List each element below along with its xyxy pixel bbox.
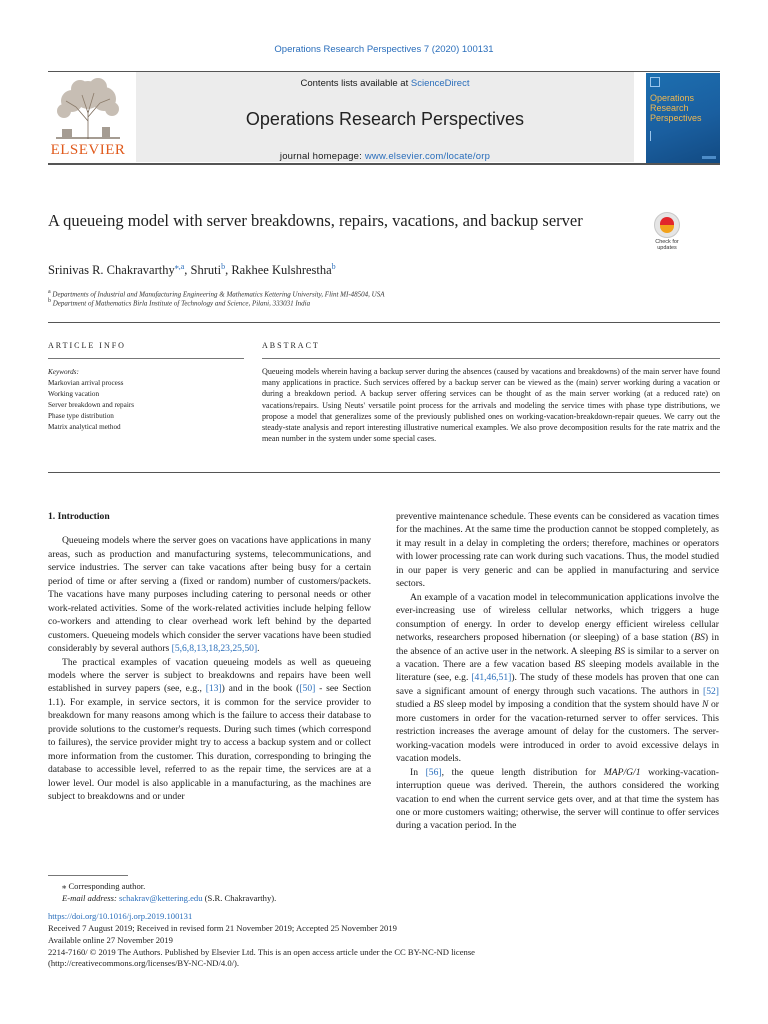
body-paragraph [396,591,719,766]
affiliation-a [48,289,385,298]
contents-availability [136,78,634,89]
model-notation: MAP/G/1 [603,766,641,778]
journal-masthead [48,71,720,165]
body-paragraph [396,510,719,591]
section-heading: 1. Introduction [48,511,110,522]
math-symbol: N [701,699,709,711]
journal-cover-image [646,73,720,163]
paragraph-text: In [410,766,426,778]
cover-emblem-icon [650,77,660,87]
paragraph-text: ) in the absence of an active user in the network. A sleeping [396,632,720,657]
cover-divider [650,131,651,141]
email-link[interactable]: schakrav@kettering.edu [118,892,203,903]
footnotes [48,881,720,970]
paragraph-text: The practical examples of vacation queueing models as well as queueing models where the server is subject to breakdowns and repairs have been well established in survey papers (see, e.g., [48,656,371,695]
paragraph-text: - see Section 1.1). For example, in service sectors, it is common for the service provider to breakdown for many reasons among which is the failure to access their database to provide solutions to the customer's requests. During such times (which correspond to failures), the service provider might try to access a backup system and or collect more information from the customer. This duration, corresponding to bringing the database to accessible level, referred to as the repair time, the services are at a lower level. Our model is also applicable in a manufacturing, as the machines are subject to breakdowns and or under [48,683,372,803]
doi-link[interactable]: https://doi.org/10.1016/j.orp.2019.100131 [48,911,193,922]
paragraph-text: sleep model by imposing a condition that the system should have [443,699,702,711]
paragraph-text: An example of a vacation model in telecommunication applications involve the ever-increasing use of wireless cellular networks, which triggers a huge consumption of energy. In order to develop energy efficient wireless cellular networks, researchers proposed hibernation (or sleeping) of a base station ( [396,591,719,644]
check-for-updates-badge[interactable] [648,212,686,252]
affiliation-text: Departments of Industrial and Manufacturing Engineering & Mathematics Kettering University, Flint MI-48504, USA [52,290,385,299]
affiliation-b [48,298,310,307]
received-dates: Received 7 August 2019; Received in revised form 21 November 2019; Accepted 25 November 2019 [48,923,397,934]
masthead-bottom-rule [48,163,720,165]
abbreviation: BS [433,699,444,711]
author-name: Srinivas R. Chakravarthy [48,263,175,278]
body-column-left [48,510,371,804]
license-note: 2214-7160/ © 2019 The Authors. Published by Elsevier Ltd. This is an open access article under the CC BY-NC-ND license [48,946,475,957]
paragraph-text: is similar to a server on a vacation. There are a few vacation based [396,645,719,670]
citation-link[interactable]: [50] [299,683,316,695]
paragraph-text: or more customers in order for the vacation-returned server to offer services. This restriction increases the average amount of delay for the customers. The server-working-vacation models were introduced in order to avoid excessive delays in vacation models. [396,699,720,765]
header-separator [48,322,720,323]
available-online-date: Available online 27 November 2019 [48,934,173,945]
corresponding-author-note: ⁎ Corresponding author. [62,881,146,891]
keyword-item: Matrix analytical method [48,422,121,431]
journal-reference[interactable]: Operations Research Perspectives 7 (2020) 100131 [274,44,494,55]
paragraph-text: studied a [396,699,434,711]
body-paragraph [48,656,371,804]
author-separator: , [225,263,232,278]
affiliation-mark: b [48,298,51,304]
keyword-item: Server breakdown and repairs [48,400,135,409]
citation-link[interactable]: [41,46,51] [471,672,512,684]
paragraph-text: ). The study of these models has proven that one can save a significant amount of energy through such vacations. The authors in [396,672,719,697]
paragraph-text: preventive maintenance schedule. These events can be considered as vacation times for the machines. At the same time the production cannot be stopped completely, as it may result in a delay in completing the orders; therefore, machines or operators with lower processing rate can work during such vacations. Thus, the model studied in our paper is very generic and can be applied in manufacturing and service sectors. [396,511,719,590]
keywords-list [48,367,244,432]
homepage-link[interactable]: www.elsevier.com/locate/orp [364,151,491,162]
abstract-bottom-rule [48,472,720,473]
paragraph-text: Queueing models where the server goes on vacations have applications in many areas, such as production and manufacturing systems, telecommunications, and service industries. The server can take vacations after being busy for a certain period of time or after serving a (fixed or random) number of customers/packets. The vacations have many purposes including catering to personal needs or other work-related activities. Some of the work-related activities include helping fellow co-workers and attending to clear overhead work left behind by the departed customers. Queueing models which consider the server vacations have been studied considerably by several authors [48,535,371,655]
author-name: Rakhee Kulshrestha [231,263,332,278]
sciencedirect-link[interactable]: ScienceDirect [410,78,470,89]
citation-link[interactable]: [5,6,8,13,18,23,25,50] [171,643,258,655]
body-paragraph [48,534,371,655]
crossmark-label: Check for updates [655,239,679,251]
paragraph-text: , the queue length distribution for [441,766,604,778]
keyword-item: Markovian arrival process [48,378,124,387]
email-label: E-mail address: [62,892,119,903]
paragraph-text: ) and in the book ( [221,683,300,695]
abstract-rule [262,358,720,359]
elsevier-wordmark: ELSEVIER [50,142,126,158]
keywords-label: Keywords: [48,368,79,376]
paragraph-text: working-vacation-interruption queue was derived. Therein, the authors considered the working vacation to end when the current service gets over, and at that time the system has one or more customers waiting; otherwise, the server will continue to offer services during a vacation period. In the [396,766,719,832]
email-note [48,893,720,905]
author-affiliation-mark[interactable]: ⁎,a [174,262,185,271]
keyword-item: Working vacation [48,389,100,398]
elsevier-tree-icon [54,77,122,141]
crossmark-icon [654,212,680,238]
email-suffix: (S.R. Chakravarthy). [202,892,277,903]
affiliation-mark: a [48,289,51,295]
journal-homepage [136,151,634,162]
license-url[interactable]: (http://creativecommons.org/licenses/BY-NC-ND/4.0/). [48,958,240,969]
abstract-heading: ABSTRACT [262,341,320,350]
citation-link[interactable]: [13] [205,683,222,695]
author-separator: , [184,263,191,278]
article-title: A queueing model with server breakdowns, repairs, vacations, and backup server [48,211,583,230]
article-info-heading: ARTICLE INFO [48,341,126,350]
abstract-text: Queueing models wherein having a backup server during the absences (caused by vacations and breakdowns) of the main server have found many applications in practice. Such services offered by a backup server can be viewed as the (main) server working during a vacation or during a breakdown period. A backup server offering services can be thought of as the main server working (at a reduced rate) on vacations/repairs. Using Neuts' versatile point process for the arrivals and modeling the service times with phase type distributions, we propose a model that generalizes some of the previously published ones on working-vacation-breakdown-repair queues. We carry out the steady-state analysis and report interesting illustrative numerical examples. We also prove decomposition results for the rate matrix and the mean number in the system under some special cases. [262,367,720,444]
article-info-rule [48,358,244,359]
author-name: Shruti [190,263,222,278]
journal-name: Operations Research Perspectives [245,109,525,129]
cover-title: Operations Research Perspectives [650,93,702,123]
elsevier-logo [48,75,128,163]
citation-link[interactable]: [52] [703,685,719,697]
author-affiliation-mark[interactable]: b [331,262,336,271]
abbreviation: BS [574,658,586,670]
author-list [48,262,336,278]
citation-link[interactable]: [56] [425,766,442,778]
contents-prefix: Contents lists available at [300,78,411,89]
homepage-prefix: journal homepage: [279,151,365,162]
abbreviation: BS [614,645,626,657]
keyword-item: Phase type distribution [48,411,114,420]
abbreviation: BS [694,632,705,644]
body-paragraph [396,766,719,833]
cover-publisher-mark [702,156,716,159]
masthead-banner [136,72,634,162]
paragraph-text: sleeping models available in the literature (see, e.g. [396,658,719,684]
paragraph-text: . [257,643,260,655]
author-affiliation-mark[interactable]: b [221,262,226,271]
footnote-rule [48,875,128,876]
body-column-right [396,510,719,833]
affiliation-text: Department of Mathematics Birla Institute of Technology and Science, Pilani, 333031 India [52,299,311,308]
